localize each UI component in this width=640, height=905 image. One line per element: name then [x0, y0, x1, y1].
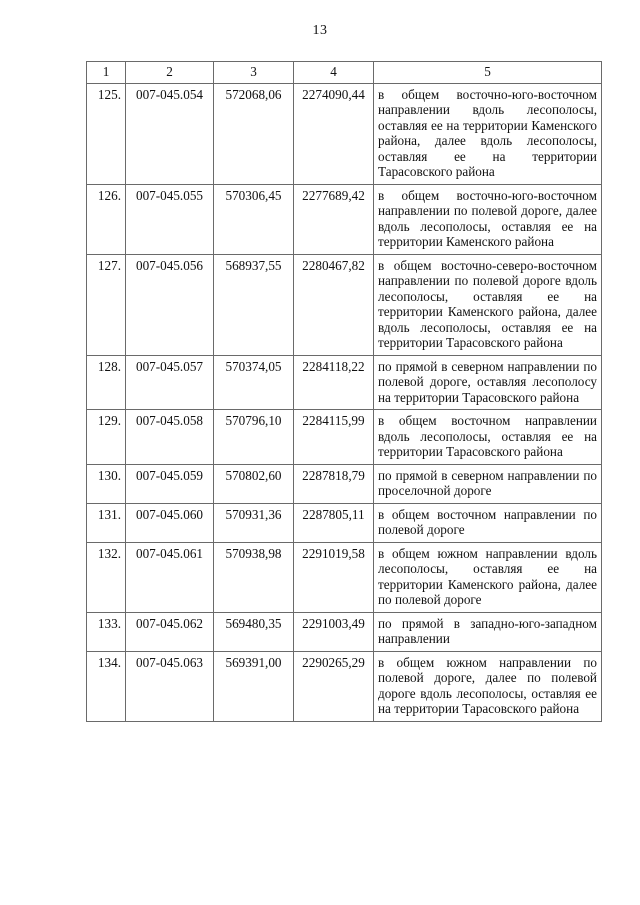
- boundary-description: в общем южном направлении вдоль лесополосы, оставляя ее на территории Каменского района, далее по полевой дороге: [374, 542, 602, 612]
- boundary-description: по прямой в северном направлении по проселочной дороге: [374, 464, 602, 503]
- row-number: 131.: [87, 503, 126, 542]
- row-number: 126.: [87, 184, 126, 254]
- coordinate-x: 568937,55: [214, 254, 294, 355]
- boundary-description: в общем восточном направлении вдоль лесополосы, оставляя ее на территории Тарасовского района: [374, 410, 602, 465]
- coordinate-y: 2284118,22: [294, 355, 374, 410]
- coordinate-x: 570938,98: [214, 542, 294, 612]
- coordinate-y: 2274090,44: [294, 83, 374, 184]
- row-number: 132.: [87, 542, 126, 612]
- table-row: [87, 464, 602, 503]
- table-header-row: [87, 62, 602, 84]
- coordinate-y: 2287805,11: [294, 503, 374, 542]
- boundary-description: по прямой в северном направлении по полевой дороге, оставляя лесополосу на территории Тарасовского района: [374, 355, 602, 410]
- column-header-1: 1: [87, 62, 126, 84]
- row-number: 133.: [87, 612, 126, 651]
- boundary-description: в общем восточно-северо-восточном направлении по полевой дороге вдоль лесополосы, оставляя ее на территории Каменского района, далее вдоль лесополосы, оставляя ее на территории Тарасовского района: [374, 254, 602, 355]
- coordinate-x: 569480,35: [214, 612, 294, 651]
- row-number: 127.: [87, 254, 126, 355]
- boundary-description: в общем восточно-юго-восточном направлении вдоль лесополосы, оставляя ее на территории Каменского района, далее вдоль лесополосы, оставляя ее на территории Тарасовского района: [374, 83, 602, 184]
- point-code: 007-045.063: [126, 651, 214, 721]
- row-number: 125.: [87, 83, 126, 184]
- point-code: 007-045.056: [126, 254, 214, 355]
- coordinate-x: 570931,36: [214, 503, 294, 542]
- point-code: 007-045.058: [126, 410, 214, 465]
- coordinate-x: 570802,60: [214, 464, 294, 503]
- boundary-description: по прямой в западно-юго-западном направлении: [374, 612, 602, 651]
- coordinate-x: 570374,05: [214, 355, 294, 410]
- coordinate-y: 2280467,82: [294, 254, 374, 355]
- table-row: [87, 83, 602, 184]
- point-code: 007-045.060: [126, 503, 214, 542]
- column-header-2: 2: [126, 62, 214, 84]
- point-code: 007-045.062: [126, 612, 214, 651]
- boundary-description: в общем восточно-юго-восточном направлении по полевой дороге, далее вдоль лесополосы, оставляя ее на территории Каменского района: [374, 184, 602, 254]
- coordinate-y: 2291019,58: [294, 542, 374, 612]
- page-number: 13: [312, 23, 328, 38]
- coordinate-x: 572068,06: [214, 83, 294, 184]
- row-number: 134.: [87, 651, 126, 721]
- coordinate-x: 569391,00: [214, 651, 294, 721]
- column-header-4: 4: [294, 62, 374, 84]
- row-number: 128.: [87, 355, 126, 410]
- table-row: [87, 542, 602, 612]
- point-code: 007-045.055: [126, 184, 214, 254]
- coordinate-y: 2277689,42: [294, 184, 374, 254]
- boundary-description: в общем восточном направлении по полевой дороге: [374, 503, 602, 542]
- point-code: 007-045.054: [126, 83, 214, 184]
- point-code: 007-045.061: [126, 542, 214, 612]
- column-header-5: 5: [374, 62, 602, 84]
- coordinate-y: 2284115,99: [294, 410, 374, 465]
- table-row: [87, 503, 602, 542]
- coordinate-x: 570306,45: [214, 184, 294, 254]
- table-row: [87, 651, 602, 721]
- coordinate-y: 2290265,29: [294, 651, 374, 721]
- table-row: [87, 184, 602, 254]
- point-code: 007-045.057: [126, 355, 214, 410]
- coordinate-y: 2287818,79: [294, 464, 374, 503]
- table-row: [87, 410, 602, 465]
- point-code: 007-045.059: [126, 464, 214, 503]
- boundary-points-table: [86, 61, 602, 722]
- column-header-3: 3: [214, 62, 294, 84]
- table-row: [87, 254, 602, 355]
- table-row: [87, 612, 602, 651]
- row-number: 130.: [87, 464, 126, 503]
- table-row: [87, 355, 602, 410]
- coordinate-y: 2291003,49: [294, 612, 374, 651]
- coordinate-x: 570796,10: [214, 410, 294, 465]
- boundary-description: в общем южном направлении по полевой дороге, далее по полевой дороге вдоль лесополосы, оставляя ее на территории Тарасовского района: [374, 651, 602, 721]
- row-number: 129.: [87, 410, 126, 465]
